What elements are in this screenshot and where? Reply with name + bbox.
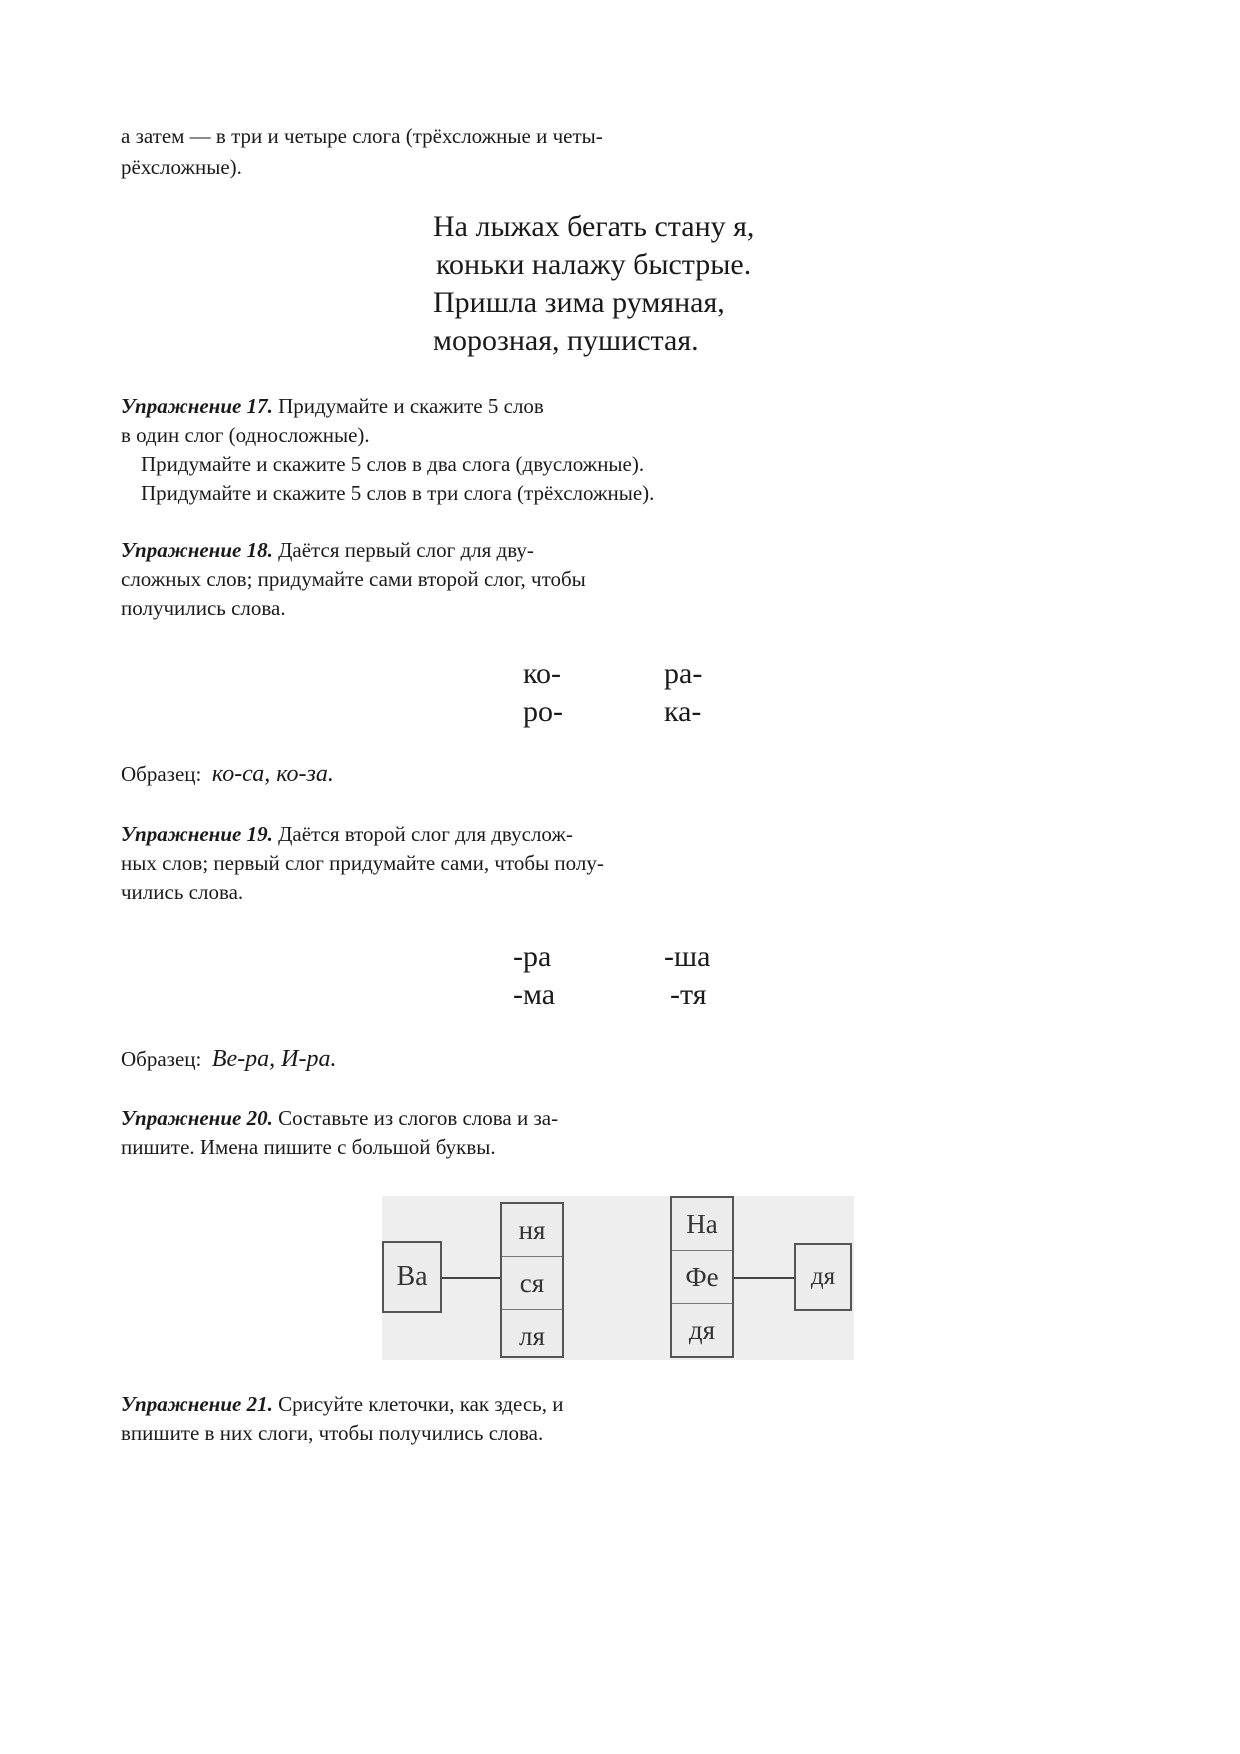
syllable-diagram	[382, 1196, 854, 1360]
exercise-17-line-3: Придумайте и скажите 5 слов в два слога (двусложные).	[141, 452, 645, 476]
poem-line: коньки налажу быстрые.	[436, 248, 752, 281]
exercise-17-line-4: Придумайте и скажите 5 слов в три слога (трёхсложные).	[141, 481, 655, 505]
diagram-start-cell: Ва	[382, 1241, 442, 1313]
diagram-right-column	[670, 1196, 734, 1358]
exercise-21-label: Упражнение 21.	[121, 1392, 273, 1416]
poem-line: морозная, пушистая.	[433, 324, 699, 357]
exercise-19-sample	[121, 1044, 337, 1075]
exercise-21-text: Срисуйте клеточки, как здесь, и	[278, 1392, 564, 1416]
exercise-21-line-1	[121, 1389, 563, 1420]
sample-label: Образец:	[121, 762, 202, 786]
syllable-cell: ня	[502, 1204, 562, 1257]
syllable-cell: ля	[519, 1321, 545, 1351]
poem	[433, 208, 754, 360]
syllable: -тя	[670, 978, 707, 1011]
diagram-left-column	[500, 1202, 564, 1358]
syllable-cell: ся	[502, 1257, 562, 1310]
exercise-20-line-2: пишите. Имена пишите с большой буквы.	[121, 1135, 496, 1159]
syllable: ка-	[664, 695, 702, 728]
poem-line: На лыжах бегать стану я,	[433, 210, 755, 243]
syllable: ро-	[523, 695, 563, 728]
syllable: ко-	[523, 657, 562, 690]
sample-label: Образец:	[121, 1047, 202, 1071]
exercise-18-label: Упражнение 18.	[121, 538, 273, 562]
syllable: -ша	[664, 940, 711, 973]
exercise-20-text: Составьте из слогов слова и за-	[278, 1106, 559, 1130]
exercise-19-line-3: чились слова.	[121, 880, 244, 904]
syllable: -ра	[513, 940, 552, 973]
exercise-17-line-2: в один слог (односложные).	[121, 423, 370, 447]
connector-line	[734, 1277, 794, 1279]
diagram-end-cell: дя	[794, 1243, 852, 1311]
syllable: -ма	[513, 978, 556, 1011]
exercise-18-text: Даётся первый слог для дву-	[278, 538, 534, 562]
exercise-18-line-1	[121, 535, 534, 566]
sample-text: ко-са, ко-за.	[211, 761, 334, 787]
exercise-18-line-2: сложных слов; придумайте сами второй слог, чтобы	[121, 567, 586, 591]
exercise-19-line-1	[121, 819, 573, 850]
intro-line-2: рёхсложные).	[121, 155, 242, 179]
exercise-20-line-1	[121, 1103, 558, 1134]
syllable-cell: Фе	[672, 1251, 732, 1304]
syllable-cell: На	[672, 1198, 732, 1251]
exercise-17-text: Придумайте и скажите 5 слов	[278, 394, 544, 418]
sample-text: Ве-ра, И-ра.	[211, 1046, 337, 1072]
exercise-19-line-2: ных слов; первый слог придумайте сами, чтобы полу-	[121, 851, 604, 875]
exercise-19-text: Даётся второй слог для двуслож-	[278, 822, 573, 846]
intro-line-1: а затем — в три и четыре слога (трёхсложные и четы-	[121, 124, 603, 148]
exercise-21-line-2: впишите в них слоги, чтобы получились слова.	[121, 1421, 544, 1445]
exercise-18-sample	[121, 759, 334, 790]
exercise-17-line-1	[121, 391, 544, 422]
exercise-17-label: Упражнение 17.	[121, 394, 273, 418]
poem-line: Пришла зима румяная,	[433, 286, 725, 319]
syllable: ра-	[664, 657, 703, 690]
syllable-cell: дя	[688, 1315, 716, 1345]
connector-line	[442, 1277, 500, 1279]
exercise-19-label: Упражнение 19.	[121, 822, 273, 846]
exercise-18-line-3: получились слова.	[121, 596, 286, 620]
exercise-20-label: Упражнение 20.	[121, 1106, 273, 1130]
